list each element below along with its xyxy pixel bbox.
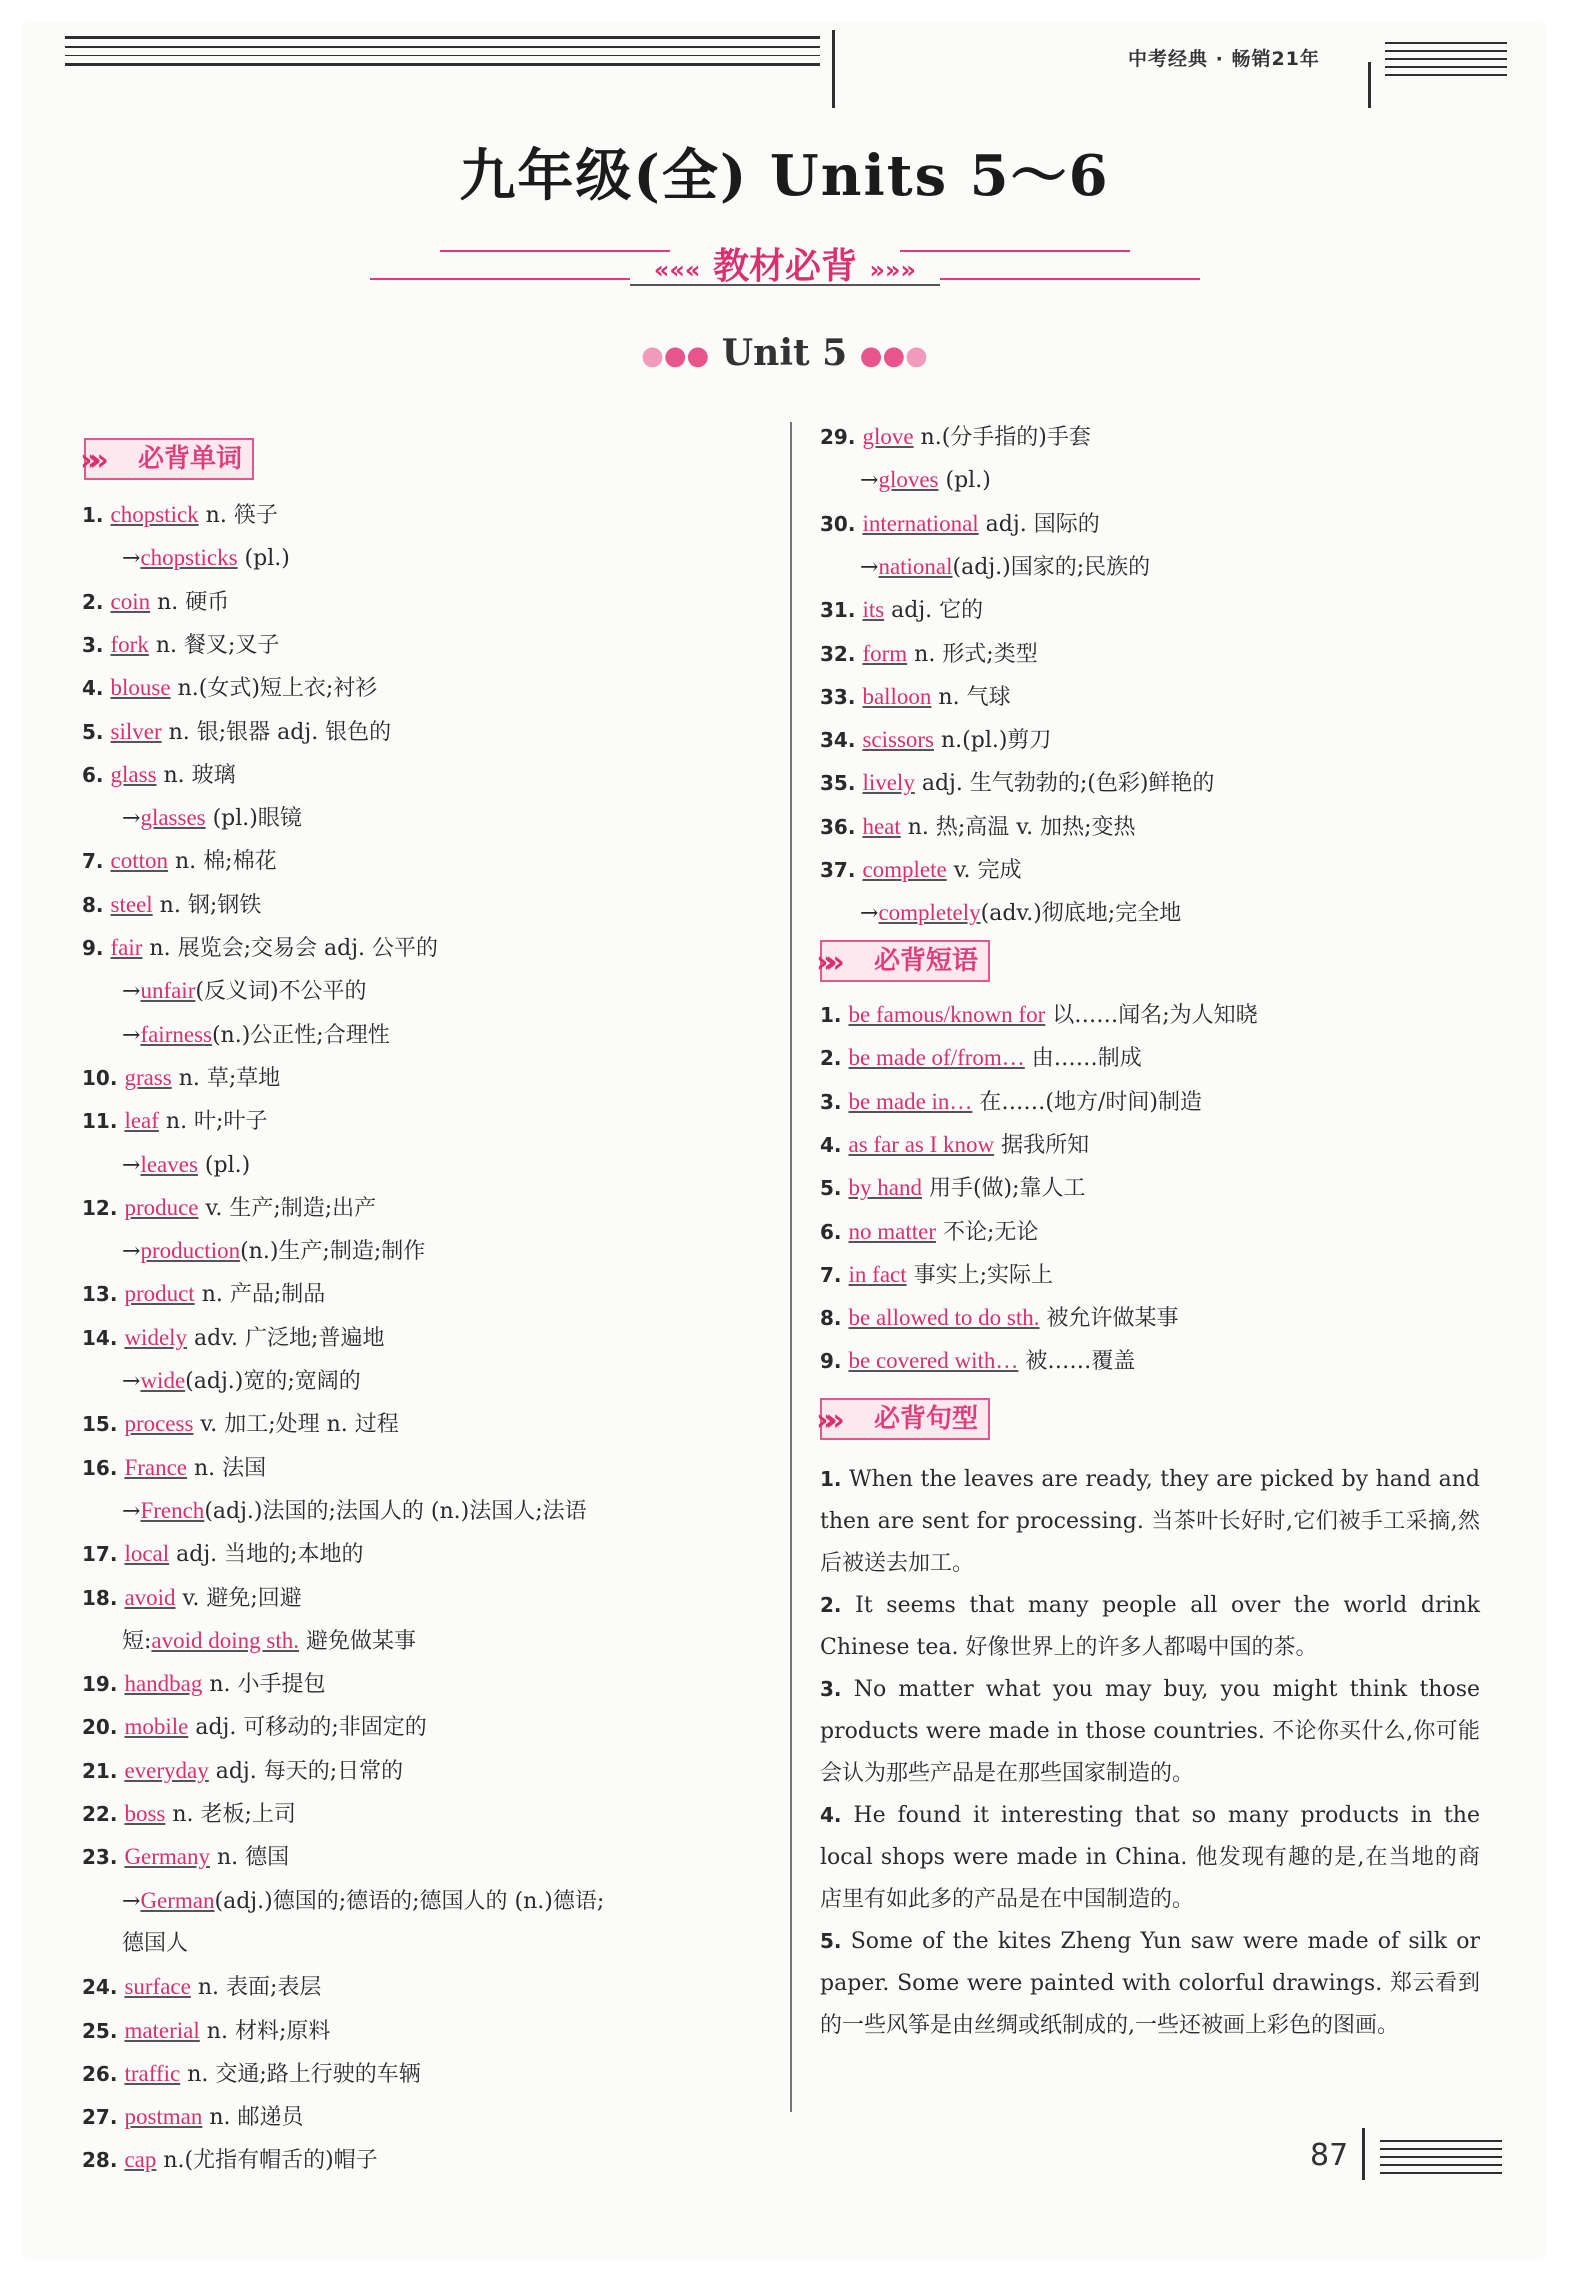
arrow-icon: → bbox=[122, 1888, 141, 1914]
answer-word: steel bbox=[110, 891, 153, 917]
answer-word: lively bbox=[862, 770, 915, 796]
item-definition: v. 避免;回避 bbox=[175, 1585, 302, 1611]
answer-word: be covered with… bbox=[848, 1348, 1019, 1374]
page-title: 九年级(全) Units 5～6 bbox=[459, 143, 1110, 209]
item-definition: n. 筷子 bbox=[198, 503, 278, 528]
answer-word: be allowed to do sth. bbox=[848, 1305, 1040, 1331]
answer-word: blouse bbox=[110, 675, 171, 701]
list-item bbox=[820, 855, 1022, 886]
answer-word: traffic bbox=[124, 2060, 181, 2086]
list-item bbox=[82, 1409, 399, 1440]
answer-word: chopstick bbox=[110, 502, 199, 527]
answer-word: gloves bbox=[878, 467, 939, 493]
item-number: 3. bbox=[820, 1089, 842, 1114]
item-number: 1. bbox=[820, 1003, 842, 1027]
list-item bbox=[820, 422, 1091, 453]
list-item bbox=[82, 1279, 325, 1310]
item-number: 14. bbox=[82, 1325, 118, 1350]
list-item bbox=[820, 1000, 1258, 1031]
answer-word: avoid doing sth. bbox=[151, 1627, 300, 1653]
item-number: 17. bbox=[82, 1542, 118, 1567]
list-item bbox=[820, 595, 983, 626]
item-number: 24. bbox=[82, 1975, 118, 2000]
item-definition: n. 餐叉;叉子 bbox=[148, 632, 280, 658]
list-item bbox=[820, 1217, 1038, 1248]
item-number: 2. bbox=[820, 1046, 842, 1071]
list-item bbox=[82, 500, 278, 531]
answer-word: cap bbox=[124, 2147, 157, 2173]
list-item bbox=[122, 1020, 390, 1051]
sentence-text: When the leaves are ready, they are picked by hand and then are sent for processing. 当茶叶长好时,它们被手工采摘,然后被送去加工。 bbox=[820, 1467, 1480, 1576]
item-number: 31. bbox=[820, 598, 856, 623]
answer-word: leaf bbox=[124, 1108, 159, 1134]
answer-word: international bbox=[862, 510, 979, 536]
answer-word: silver bbox=[110, 718, 162, 744]
answer-word: scissors bbox=[862, 727, 934, 753]
answer-word: in fact bbox=[848, 1261, 907, 1287]
answer-word: fairness bbox=[140, 1021, 212, 1047]
answer-word: no matter bbox=[848, 1218, 937, 1244]
list-item bbox=[82, 1712, 427, 1743]
answer-word: grass bbox=[124, 1064, 172, 1090]
item-number: 25. bbox=[82, 2018, 118, 2043]
list-item bbox=[122, 1236, 425, 1267]
item-number: 16. bbox=[82, 1455, 118, 1480]
list-item bbox=[122, 1366, 361, 1397]
item-number: 4. bbox=[820, 1132, 842, 1157]
sentence-item bbox=[820, 1794, 1480, 1921]
item-number: 5. bbox=[820, 1929, 842, 1953]
item-number: 4. bbox=[820, 1803, 842, 1827]
item-definition: n. 材料;原料 bbox=[199, 2018, 331, 2044]
item-number: 1. bbox=[820, 1467, 842, 1491]
answer-word: its bbox=[862, 597, 885, 623]
answer-word: be made of/from… bbox=[848, 1045, 1025, 1071]
double-arrow-icon: »» bbox=[80, 443, 99, 478]
double-arrow-icon: »» bbox=[816, 945, 835, 980]
arrow-icon: → bbox=[122, 1498, 141, 1524]
answer-word: unfair bbox=[140, 978, 196, 1004]
item-definition: n. 玻璃 bbox=[156, 762, 236, 788]
item-definition: 德国人 bbox=[122, 1930, 189, 1956]
list-item bbox=[82, 673, 377, 704]
item-definition: 事实上;实际上 bbox=[906, 1262, 1054, 1288]
answer-word: Germany bbox=[124, 1844, 211, 1870]
item-number: 37. bbox=[820, 858, 856, 882]
item-number: 32. bbox=[820, 641, 856, 666]
item-definition: n. 表面;表层 bbox=[190, 1975, 322, 2001]
header-divider bbox=[832, 30, 835, 108]
item-definition: (n.)公正性;合理性 bbox=[211, 1022, 390, 1048]
sentence-item bbox=[820, 1584, 1480, 1669]
list-item bbox=[82, 1799, 296, 1830]
double-arrow-icon: »» bbox=[816, 1403, 835, 1438]
answer-word: glove bbox=[862, 424, 914, 449]
item-definition: (adj.)德国的;德语的;德国人的 (n.)德语; bbox=[214, 1888, 605, 1914]
item-number: 20. bbox=[82, 1715, 118, 1740]
item-definition: 由……制成 bbox=[1024, 1046, 1142, 1072]
item-number: 8. bbox=[82, 892, 104, 917]
item-number: 15. bbox=[82, 1412, 118, 1437]
list-item bbox=[82, 1842, 289, 1873]
unit-title: Unit 5 bbox=[721, 332, 848, 374]
list-item bbox=[820, 1087, 1202, 1118]
list-item bbox=[82, 717, 391, 748]
arrow-icon: → bbox=[860, 554, 879, 580]
item-number: 19. bbox=[82, 1672, 118, 1697]
item-definition: 据我所知 bbox=[994, 1132, 1090, 1158]
item-definition: (adj.)法国的;法国人的 (n.)法国人;法语 bbox=[204, 1498, 587, 1524]
item-number: 9. bbox=[820, 1349, 842, 1374]
arrow-icon: → bbox=[860, 901, 879, 927]
item-definition: 避免做某事 bbox=[299, 1628, 417, 1654]
answer-word: production bbox=[140, 1238, 241, 1264]
answer-word: fair bbox=[110, 935, 143, 960]
answer-word: produce bbox=[124, 1194, 199, 1220]
header-divider-right bbox=[1368, 62, 1371, 108]
item-number: 6. bbox=[820, 1219, 842, 1244]
list-item bbox=[860, 552, 1150, 583]
answer-word: German bbox=[140, 1887, 215, 1913]
footer-rule bbox=[1380, 2140, 1502, 2180]
item-definition: n. 热;高温 v. 加热;变热 bbox=[900, 814, 1136, 840]
item-definition: n.(分手指的)手套 bbox=[913, 425, 1091, 450]
answer-word: balloon bbox=[862, 683, 932, 709]
item-definition: (pl.) bbox=[197, 1152, 251, 1178]
item-number: 2. bbox=[82, 589, 104, 614]
item-number: 3. bbox=[82, 632, 104, 657]
item-definition: v. 完成 bbox=[946, 858, 1022, 883]
item-number: 36. bbox=[820, 814, 856, 839]
list-item bbox=[820, 1303, 1179, 1334]
list-item bbox=[122, 1886, 604, 1917]
list-item bbox=[82, 1669, 326, 1700]
list-item bbox=[122, 1929, 188, 1959]
item-definition: n. 形式;类型 bbox=[907, 641, 1038, 667]
banner-label: 教材必背 bbox=[712, 246, 857, 287]
item-number: 10. bbox=[82, 1065, 118, 1090]
arrow-icon: → bbox=[122, 1239, 141, 1265]
item-definition: n. 老板;上司 bbox=[165, 1802, 296, 1827]
item-definition: n. 棉;棉花 bbox=[168, 849, 277, 875]
item-definition: adj. 国际的 bbox=[978, 511, 1100, 537]
item-definition: 以……闻名;为人知晓 bbox=[1045, 1003, 1258, 1028]
answer-word: process bbox=[124, 1411, 194, 1437]
list-item bbox=[82, 2059, 421, 2090]
answer-word: by hand bbox=[848, 1175, 922, 1201]
item-definition: n. 德国 bbox=[210, 1845, 290, 1871]
answer-word: product bbox=[124, 1281, 195, 1307]
section-tag-phrases: »» 必背短语 bbox=[820, 940, 990, 982]
answer-word: surface bbox=[124, 1974, 191, 2000]
list-item bbox=[82, 760, 236, 791]
sentence-text: He found it interesting that so many products in the local shops were made in China. 他发现有趣的是,在当地的商店里有如此多的产品是在中国制造的。 bbox=[820, 1803, 1480, 1912]
list-item bbox=[860, 898, 1181, 929]
list-item bbox=[820, 682, 1011, 713]
item-definition: adj. 它的 bbox=[884, 598, 984, 624]
item-definition: 用手(做);靠人工 bbox=[921, 1176, 1086, 1202]
item-definition: adv. 广泛地;普遍地 bbox=[187, 1325, 385, 1351]
item-definition: adj. 可移动的;非固定的 bbox=[188, 1715, 427, 1741]
arrow-icon: → bbox=[860, 468, 879, 494]
item-number: 23. bbox=[82, 1845, 118, 1870]
item-number: 22. bbox=[82, 1802, 118, 1826]
list-item bbox=[820, 639, 1038, 670]
answer-word: coin bbox=[110, 588, 151, 614]
item-number: 3. bbox=[820, 1677, 842, 1701]
list-item bbox=[820, 1173, 1086, 1204]
list-item bbox=[82, 1106, 267, 1137]
answer-word: national bbox=[878, 553, 953, 579]
list-item bbox=[820, 1130, 1089, 1161]
item-number: 2. bbox=[820, 1593, 842, 1617]
item-definition: (pl.) bbox=[938, 468, 991, 494]
answer-word: mobile bbox=[124, 1714, 189, 1740]
item-definition: 被允许做某事 bbox=[1039, 1306, 1179, 1332]
item-number: 5. bbox=[820, 1176, 842, 1201]
answer-word: material bbox=[124, 2017, 200, 2043]
list-item bbox=[82, 1972, 321, 2003]
list-item bbox=[820, 1346, 1135, 1377]
list-item bbox=[82, 1756, 403, 1787]
list-item bbox=[82, 630, 279, 661]
answer-word: form bbox=[862, 640, 908, 666]
answer-word: everyday bbox=[124, 1757, 209, 1783]
list-item bbox=[820, 1043, 1142, 1074]
list-item bbox=[122, 1496, 587, 1527]
list-item bbox=[860, 465, 991, 496]
item-definition: n.(pl.)剪刀 bbox=[934, 728, 1052, 754]
arrow-icon: → bbox=[122, 1152, 141, 1178]
item-number: 5. bbox=[82, 719, 104, 744]
item-definition: n. 叶;叶子 bbox=[158, 1109, 268, 1135]
item-definition: n. 法国 bbox=[187, 1455, 267, 1481]
item-number: 4. bbox=[82, 676, 104, 701]
list-item bbox=[82, 587, 229, 618]
header-slogan: 中考经典 · 畅销21年 bbox=[1128, 48, 1320, 70]
answer-word: widely bbox=[124, 1324, 188, 1350]
header-rule-right bbox=[1385, 42, 1507, 82]
list-item bbox=[820, 725, 1051, 756]
item-definition: adj. 生气勃勃的;(色彩)鲜艳的 bbox=[914, 771, 1215, 797]
item-definition: n. 气球 bbox=[931, 684, 1011, 710]
item-definition: n. 小手提包 bbox=[202, 1672, 326, 1698]
arrow-icon: → bbox=[122, 546, 141, 572]
item-definition: adj. 当地的;本地的 bbox=[169, 1542, 364, 1568]
answer-word: handbag bbox=[124, 1671, 203, 1697]
column-divider bbox=[790, 422, 792, 2112]
answer-word: be made in… bbox=[848, 1088, 973, 1114]
item-prefix: 短: bbox=[122, 1628, 152, 1654]
item-definition: n. 硬币 bbox=[150, 589, 230, 615]
answer-word: glasses bbox=[140, 805, 206, 831]
item-number: 21. bbox=[82, 1758, 118, 1783]
item-number: 33. bbox=[820, 684, 856, 709]
answer-word: avoid bbox=[124, 1584, 176, 1610]
item-number: 6. bbox=[82, 762, 104, 787]
sentence-item bbox=[820, 1668, 1480, 1795]
item-number: 11. bbox=[82, 1109, 118, 1134]
sentence-text: Some of the kites Zheng Yun saw were made of silk or paper. Some were painted with colorful drawings. 郑云看到的一些风筝是由丝绸或纸制成的,一些还被画上彩色的图画。 bbox=[820, 1929, 1481, 2038]
sentence-item bbox=[820, 1920, 1480, 2047]
item-definition: 在……(地方/时间)制造 bbox=[972, 1089, 1202, 1115]
page-number: 87 bbox=[1310, 2138, 1349, 2173]
arrow-icon: → bbox=[122, 1369, 141, 1394]
arrow-icon: → bbox=[122, 979, 141, 1005]
arrow-icon: → bbox=[122, 806, 141, 832]
item-definition: n. 银;银器 adj. 银色的 bbox=[161, 719, 392, 745]
item-definition: n. 产品;制品 bbox=[194, 1282, 326, 1308]
item-number: 26. bbox=[82, 2061, 118, 2086]
list-item bbox=[82, 1323, 384, 1354]
list-item bbox=[82, 2145, 378, 2176]
item-number: 28. bbox=[82, 2148, 118, 2173]
item-definition: n. 邮递员 bbox=[202, 2105, 304, 2131]
item-definition: (反义词)不公平的 bbox=[195, 979, 367, 1005]
item-number: 1. bbox=[82, 503, 104, 527]
item-definition: 被……覆盖 bbox=[1018, 1349, 1136, 1375]
answer-word: be famous/known for bbox=[848, 1002, 1046, 1027]
item-definition: 不论;无论 bbox=[936, 1219, 1039, 1245]
item-definition: n. 交通;路上行驶的车辆 bbox=[180, 2061, 421, 2087]
answer-word: as far as I know bbox=[848, 1131, 995, 1157]
item-number: 18. bbox=[82, 1585, 118, 1610]
answer-word: leaves bbox=[140, 1151, 198, 1177]
section-tag-words: »» 必背单词 bbox=[84, 438, 254, 480]
list-item bbox=[82, 1193, 376, 1224]
list-item bbox=[122, 976, 367, 1007]
list-item bbox=[122, 803, 302, 834]
list-item bbox=[122, 1150, 250, 1181]
item-number: 13. bbox=[82, 1282, 118, 1307]
item-number: 35. bbox=[820, 771, 856, 796]
list-item bbox=[82, 1063, 280, 1094]
item-definition: (adj.)国家的;民族的 bbox=[952, 554, 1151, 580]
list-item bbox=[82, 1453, 266, 1484]
item-definition: n. 钢;钢铁 bbox=[152, 892, 262, 918]
item-definition: adj. 每天的;日常的 bbox=[208, 1758, 404, 1784]
sentence-item bbox=[820, 1458, 1480, 1585]
item-definition: (adv.)彻底地;完全地 bbox=[980, 901, 1182, 927]
item-definition: n. 展览会;交易会 adj. 公平的 bbox=[142, 936, 438, 961]
item-number: 8. bbox=[820, 1306, 842, 1331]
answer-word: wide bbox=[140, 1368, 186, 1393]
item-definition: (pl.) bbox=[237, 546, 290, 572]
list-item bbox=[820, 509, 1100, 540]
list-item bbox=[82, 2016, 330, 2047]
answer-word: heat bbox=[862, 813, 901, 839]
answer-word: completely bbox=[878, 900, 981, 926]
item-number: 7. bbox=[820, 1262, 842, 1287]
item-definition: n. 草;草地 bbox=[171, 1065, 281, 1091]
item-number: 7. bbox=[82, 849, 104, 874]
section-tag-sentences: »» 必背句型 bbox=[820, 1398, 990, 1440]
item-definition: (pl.)眼镜 bbox=[205, 806, 302, 832]
item-number: 9. bbox=[82, 936, 104, 960]
answer-word: complete bbox=[862, 857, 947, 882]
list-item bbox=[820, 812, 1136, 843]
list-item bbox=[122, 1626, 416, 1657]
answer-word: French bbox=[140, 1497, 205, 1523]
list-item bbox=[122, 543, 290, 574]
item-definition: n.(尤指有帽舌的)帽子 bbox=[156, 2148, 378, 2174]
answer-word: fork bbox=[110, 631, 149, 657]
item-number: 27. bbox=[82, 2105, 118, 2130]
answer-word: local bbox=[124, 1541, 170, 1567]
answer-word: postman bbox=[124, 2104, 203, 2130]
answer-word: cotton bbox=[110, 848, 169, 874]
list-item bbox=[82, 1539, 364, 1570]
answer-word: chopsticks bbox=[140, 545, 238, 571]
list-item bbox=[820, 1260, 1053, 1291]
list-item bbox=[82, 846, 277, 877]
section-banner bbox=[370, 232, 1200, 288]
list-item bbox=[82, 933, 438, 964]
answer-word: boss bbox=[124, 1801, 166, 1826]
item-number: 12. bbox=[82, 1195, 118, 1220]
item-definition: n.(女式)短上衣;衬衫 bbox=[170, 676, 378, 702]
banner-text: ««« 教材必背 »»» bbox=[653, 246, 917, 287]
item-definition: (n.)生产;制造;制作 bbox=[240, 1239, 426, 1265]
footer-divider bbox=[1362, 2128, 1365, 2180]
unit-heading: ●●● Unit 5 ●●● bbox=[641, 332, 928, 374]
list-item bbox=[82, 2102, 304, 2133]
header-rule-left bbox=[65, 36, 820, 76]
list-item bbox=[820, 768, 1214, 799]
list-item bbox=[82, 890, 261, 921]
item-definition: v. 生产;制造;出产 bbox=[198, 1195, 377, 1221]
sentence-text: It seems that many people all over the world drink Chinese tea. 好像世界上的许多人都喝中国的茶。 bbox=[820, 1593, 1480, 1660]
sentence-text: No matter what you may buy, you might think those products were made in those countries. 不论你买什么,你可能会认为那些产品是在那些国家制造的。 bbox=[820, 1677, 1481, 1786]
list-item bbox=[82, 1583, 302, 1614]
item-number: 30. bbox=[820, 511, 856, 536]
arrow-icon: → bbox=[122, 1022, 141, 1048]
item-number: 29. bbox=[820, 425, 856, 449]
answer-word: France bbox=[124, 1454, 188, 1480]
item-definition: (adj.)宽的;宽阔的 bbox=[185, 1369, 361, 1394]
item-definition: v. 加工;处理 n. 过程 bbox=[193, 1412, 399, 1438]
item-number: 34. bbox=[820, 728, 856, 753]
answer-word: glass bbox=[110, 761, 157, 787]
